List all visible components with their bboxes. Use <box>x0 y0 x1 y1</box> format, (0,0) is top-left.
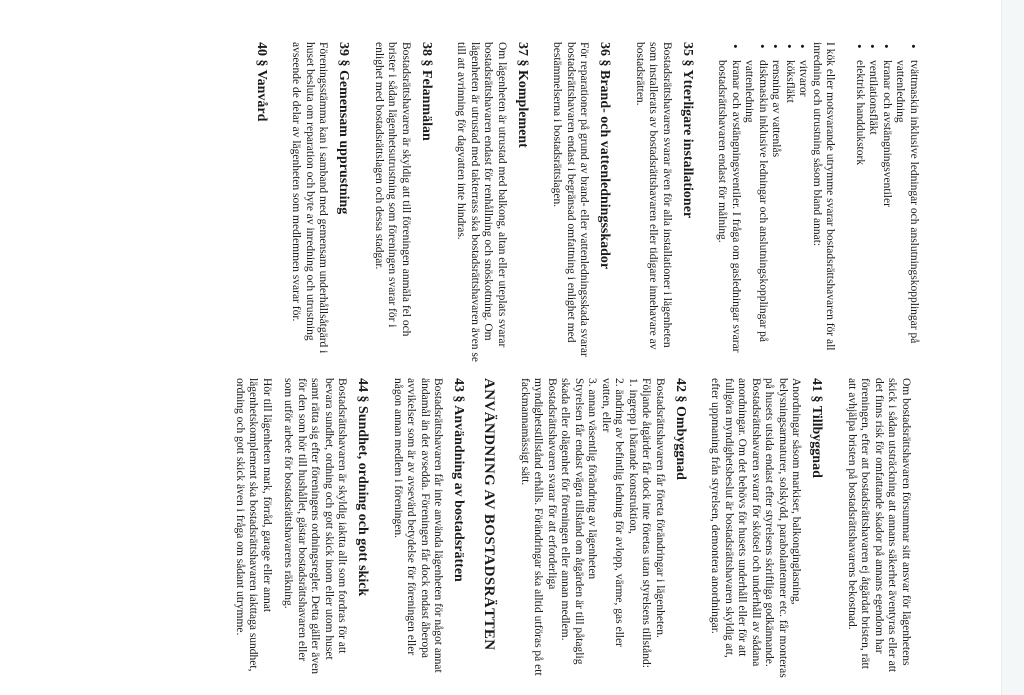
right-column <box>233 378 913 678</box>
list-item: 3. annan väsentlig förändring av lägenheten <box>586 378 599 580</box>
section-text-42-after: Styrelsen får endast vägra tillstånd om åtgärden är till påtaglig skada eller olägenhet för föreningen eller annan medlem. Bostadsrättshavaren svarar för att erforderliga myndighetstillstånd erhålls. Förändringar ska alltid utföras på ett fackmannamässigt sätt. <box>519 378 585 676</box>
list-item: • kranar och avstängningsventiler <box>880 42 894 362</box>
section-heading-39: 39 § Gemensam upprustning <box>336 42 352 215</box>
page-edge-strip <box>1001 0 1024 695</box>
section-heading-38: 38 § Felanmälan <box>419 42 434 141</box>
section-text-44-second: Hör till lägenheten mark, förråd, garage eller annat lägenhetskomplement ska bostadsrättshavaren iakttaga sundhet, ordning och gott skick även i fråga om sådant utrymme. <box>234 378 273 672</box>
section-heading-35: 35 § Ytterligare installationer <box>680 42 695 219</box>
section-text-43: Bostadsrättshavaren får inte använda lägenheten för något annat ändamål än det avsedda. Föreningen får dock endast åberopa avvikelser som är av avsevärd betydelse för föreningen eller någon annan medlem i föreningen. <box>392 378 445 673</box>
section-text-36: För reparationer på grund av brand- eller vattenledningsskada svarar bostadsrättshavaren endast i begränsad omfattning i enlighet med bestämmelserna i bostadsrättslagen. <box>551 42 591 357</box>
section-heading-42: 42 § Ombyggnad <box>673 378 688 480</box>
section-heading-44: 44 § Sundhet, ordning och gott skick <box>355 378 371 597</box>
section-heading-43: 43 § Användning av bostadsrätten <box>451 378 467 582</box>
left-column <box>253 42 920 362</box>
list-item: • diskmaskin inklusive ledningar och anslutningskopplingar på vattenledning <box>742 42 769 362</box>
bathroom-equipment-list <box>853 42 921 362</box>
section-text-35: Bostadsrättshavaren svarar även för alla installationer i lägenheten som installerats av bostadsrättshavaren eller tidigare innehavare av bostadsrätten. <box>634 42 673 350</box>
section-text-38: Bostadsrättshavaren är skyldig att till föreningen anmäla fel och brister i sådan lägenhetsutrustning som föreningen svarar för i enlighet med bostadsrättslagen och dessa stadgar. <box>373 42 412 337</box>
section-text-41: Anordningar såsom markiser, balkonginglasning, belysningsarmaturer, solskydd, parabolantenner etc. får monteras på husets utsida endast efter styrelsens skriftliga godkännande. Bostadsrättshavaren svarar för skötsel och underhåll av sådana anordningar. Om det behövs för husets underhåll eller för att fullgöra myndighetsbeslut är bostadsrättshavaren skyldig att, efter uppmaning från styrelsen, demontera anordningar. <box>709 378 803 678</box>
section-heading-36: 36 § Brand- och vattenledningsskador <box>597 42 613 270</box>
neglect-paragraph: Om bostadsrättshavaren försummar sitt ansvar för lägenhetens skick i sådan utsträckning att annans säkerhet äventyras eller att det finns risk för omfattande skador på annans egendom har föreningen, efter att bostadsrättshavaren ej åtgärdat bristen, rätt att avhjälpa bristen på bostadsrättshavarens bekostnad. <box>846 378 912 673</box>
list-item: 2. ändring av befintlig ledning för avlopp, värme, gas eller vatten, eller <box>600 378 626 647</box>
list-item: • vitvaror <box>796 42 810 362</box>
section-heading-40: 40 § Vanvård <box>254 42 269 122</box>
list-item: • köksfläkt <box>783 42 797 362</box>
section-text-37: Om lägenheten är utrustad med balkong, altan eller uteplats svarar bostadsrättshavaren endast för renhållning och snöskottning. Om lägenheten är utrustad med takterrass ska bostadsrättshavaren även se till att avrinning för dagvatten inte hindras. <box>455 42 508 362</box>
section-heading-37: 37 § Komplement <box>515 42 530 148</box>
section-text-44: Bostadsrättshavaren är skyldig iaktta allt som fordras för att bevara sundhet, ordning och gott skick inom eller utom huset samt rätta sig efter föreningens ordningsregler. Detta gäller även för den som hör till hushållet, gästar bostadsrättshavaren eller som utför arbete för bostadsrättshavarens räkning. <box>282 378 349 675</box>
list-item: • ventilationsfläkt <box>866 42 880 362</box>
section-text-42: Bostadsrättshavaren får företa förändringar i lägenheten. Följande åtgärder får dock inte företas utan styrelsens tillstånd: <box>640 378 666 668</box>
kitchen-equipment-list <box>715 42 810 362</box>
list-item: 1. ingrepp i bärande konstruktion, <box>627 378 639 534</box>
section-text-39: Föreningsstämma kan i samband med gemensam underhållsåtgärd i huset besluta om reparation och byte av inredning och utrustning avseende de delar av lägenheten som medlemmen svarar för. <box>290 42 330 354</box>
list-item: • rensning av vattenlås <box>769 42 783 362</box>
chapter-title: ANVÄNDNING AV BOSTADSRÄTTEN <box>481 378 498 651</box>
kitchen-paragraph: I kök eller motsvarande utrymme svarar bostadsrättshavaren för all inredning och utrustning såsom bland annat: <box>811 42 837 351</box>
list-item: • tvättmaskin inklusive ledningar och anslutningskopplingar på vattenledning <box>893 42 920 362</box>
list-item: • elektrisk handdukstork <box>853 42 867 362</box>
list-item: • kranar och avstängningsventiler. I fråga om gasledningar svarar bostadsrättshavaren endast för målning. <box>715 42 742 362</box>
section-heading-41: 41 § Tillbyggnad <box>809 378 825 478</box>
